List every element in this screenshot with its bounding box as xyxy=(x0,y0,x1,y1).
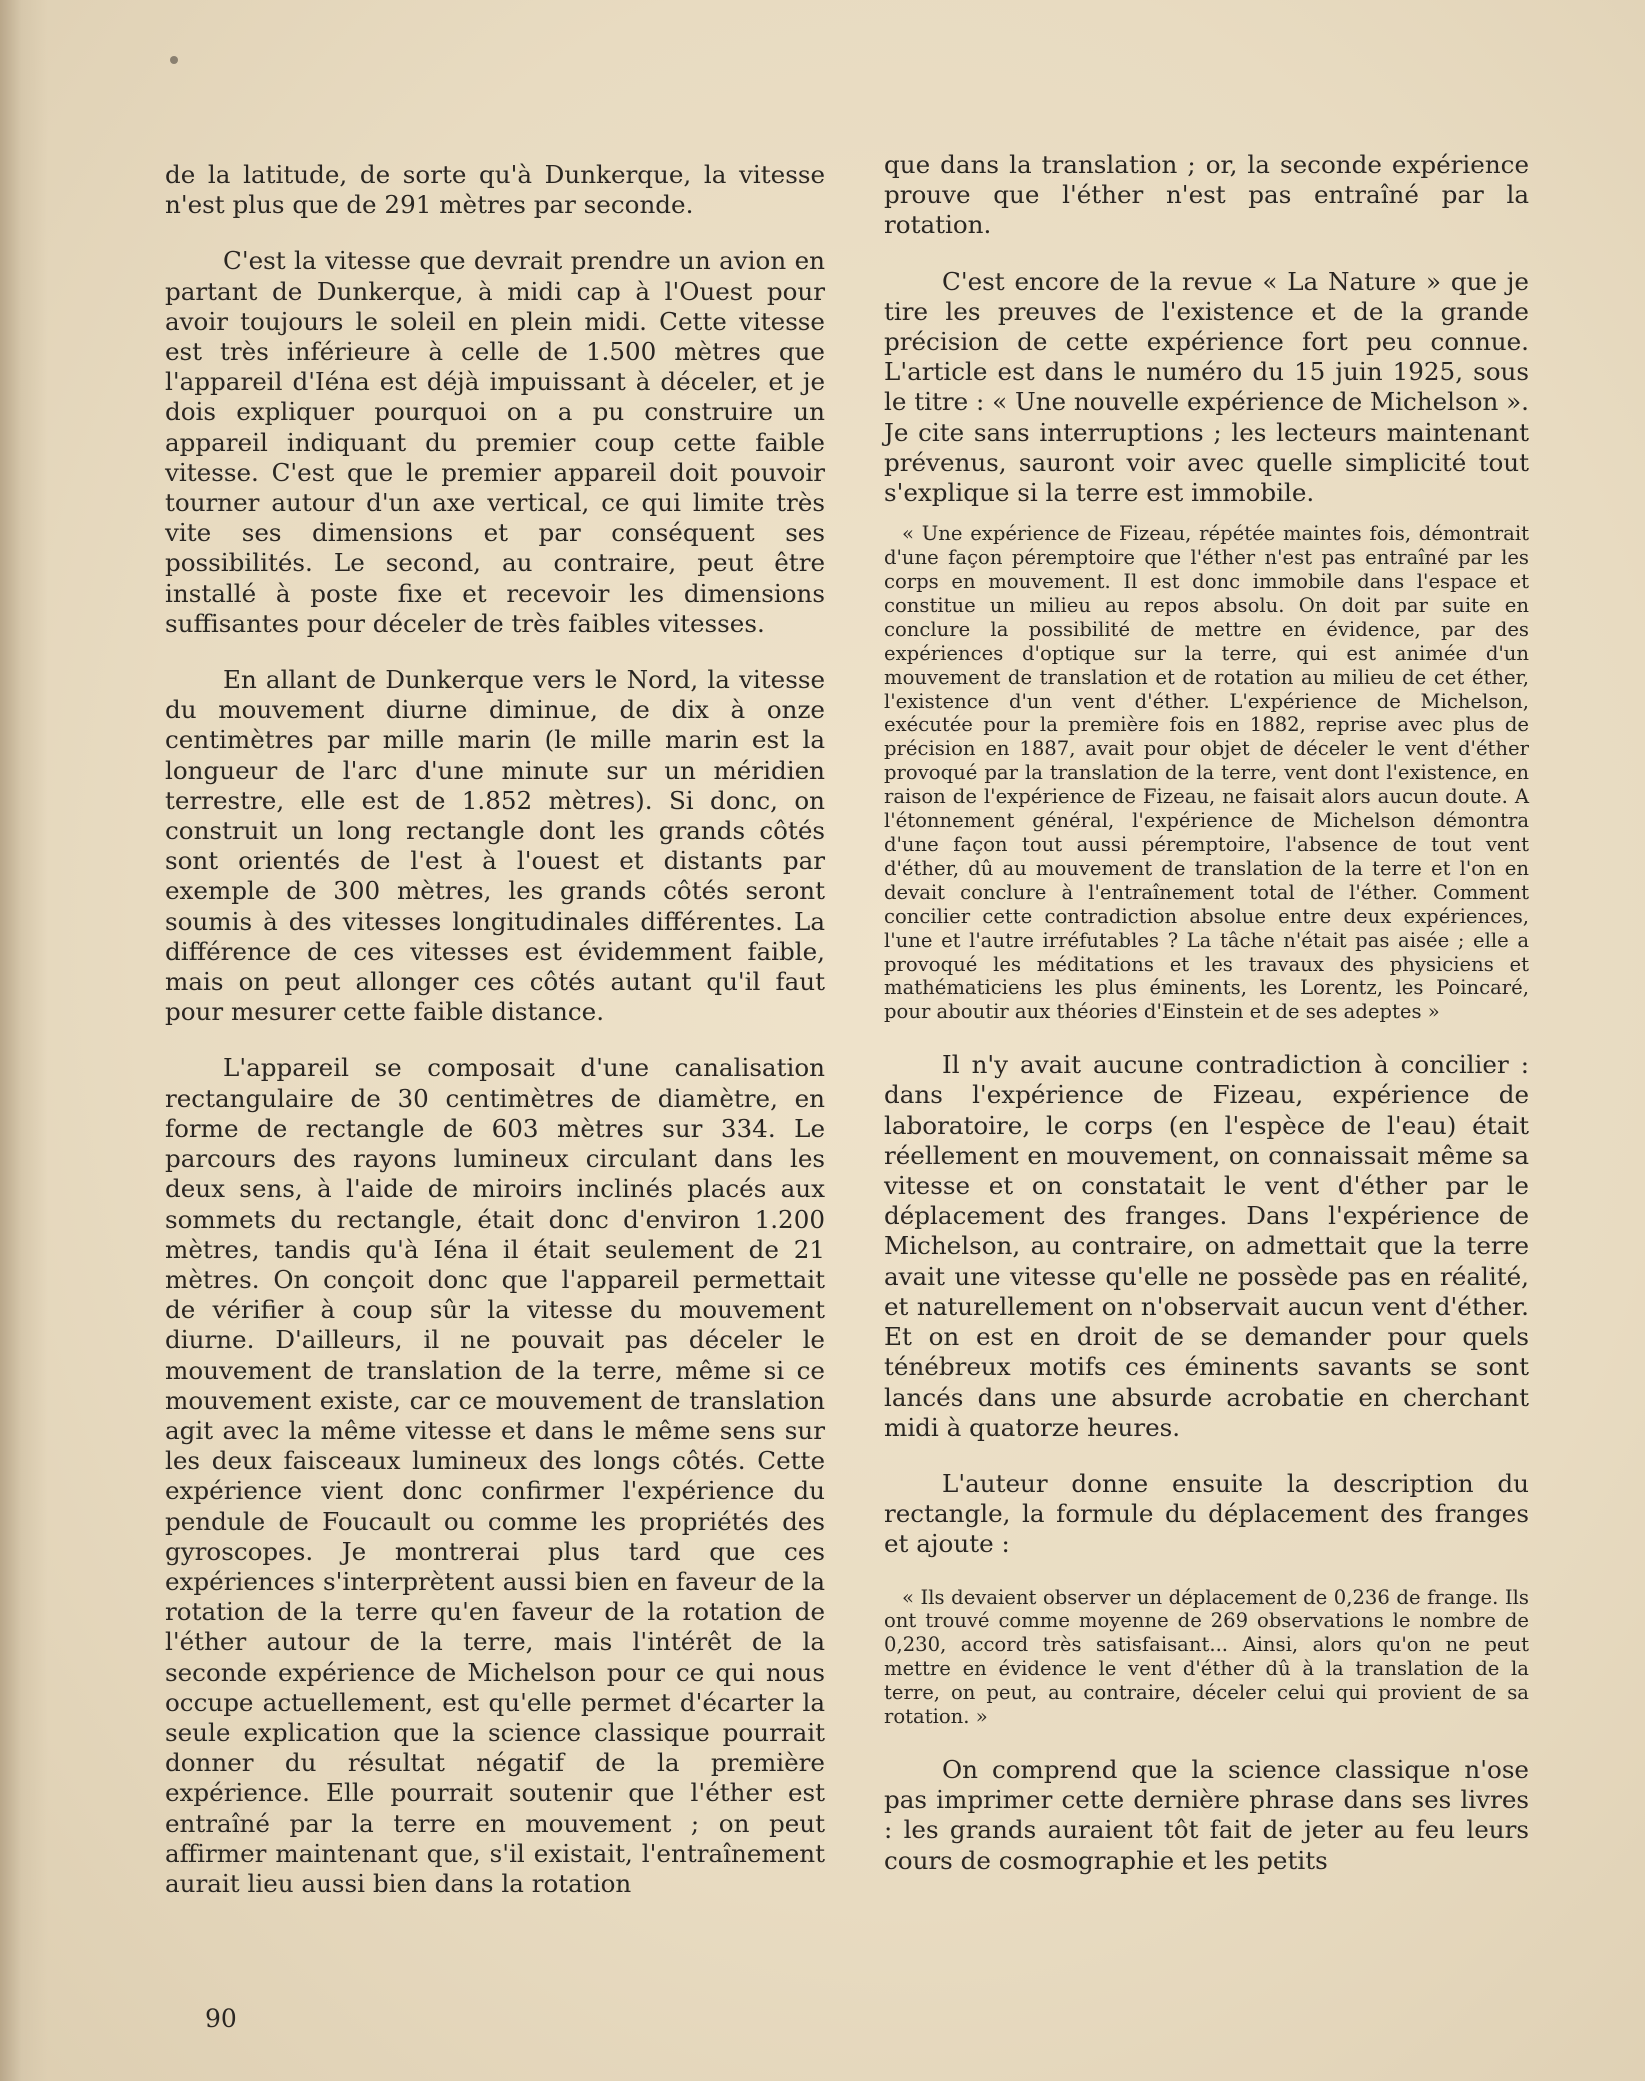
ink-speck xyxy=(170,56,178,64)
left-column xyxy=(165,160,825,1899)
page-number: 90 xyxy=(205,2004,237,2033)
right-paragraph-4: L'auteur donne ensuite la description du rectangle, la formule du déplacement des franges et ajoute : xyxy=(884,1468,1529,1559)
right-paragraph-1: que dans la translation ; or, la seconde expérience prouve que l'éther n'est pas entraîné par la rotation. xyxy=(884,150,1529,240)
left-paragraph-1: de la latitude, de sorte qu'à Dunkerque, la vitesse n'est plus que de 291 mètres par seconde. xyxy=(165,160,825,220)
right-paragraph-3: Il n'y avait aucune contradiction à concilier : dans l'expérience de Fizeau, expérience de laboratoire, le corps (en l'espèce de l'eau) était réellement en mouvement, on connaissait même sa vitesse et on constatait le vent d'éther par le déplacement des franges. Dans l'expérience de Michelson, au contraire, on admettait que la terre avait une vitesse qu'elle ne possède pas en réalité, et naturellement on n'observait aucun vent d'éther. Et on est en droit de se demander pour quels ténébreux motifs ces éminents savants se sont lancés dans une absurde acrobatie en cherchant midi à quatorze heures. xyxy=(884,1050,1529,1442)
binding-shadow xyxy=(0,0,48,2081)
right-column xyxy=(884,150,1529,1876)
left-paragraph-2: C'est la vitesse que devrait prendre un avion en partant de Dunkerque, à midi cap à l'Ouest pour avoir toujours le soleil en plein midi. Cette vitesse est très inférieure à celle de 1.500 mètres que l'appareil d'Iéna est déjà impuissant à déceler, et je dois expliquer pourquoi on a pu construire un appareil indiquant du premier coup cette faible vitesse. C'est que le premier appareil doit pouvoir tourner autour d'un axe vertical, ce qui limite très vite ses dimensions et par conséquent ses possibilités. Le second, au contraire, peut être installé à poste fixe et recevoir les dimensions suffisantes pour déceler de très faibles vitesses. xyxy=(165,246,825,638)
quotation-la-nature: « Une expérience de Fizeau, répétée maintes fois, démontrait d'une façon péremptoire que l'éther n'est pas entraîné par les corps en mouvement. Il est donc immobile dans l'espace et constitue un milieu au repos absolu. On doit par suite en conclure la possibilité de mettre en évidence, par des expériences d'optique sur la terre, qui est animée d'un mouvement de translation et de rotation au milieu de cet éther, l'existence d'un vent d'éther. L'expérience de Michelson, exécutée pour la première fois en 1882, reprise avec plus de précision en 1887, avait pour objet de déceler le vent d'éther provoqué par la translation de la terre, vent dont l'existence, en raison de l'expérience de Fizeau, ne faisait alors aucun doute. A l'étonnement général, l'expérience de Michelson démontra d'une façon tout aussi péremptoire, l'absence de tout vent d'éther, dû au mouvement de translation de la terre et l'on en devait conclure à l'entraînement total de l'éther. Comment concilier cette contradiction absolue entre deux expériences, l'une et l'autre irréfutables ? La tâche n'était pas aisée ; elle a provoqué les méditations et les travaux des physiciens et mathématiciens les plus éminents, les Lorentz, les Poincaré, pour aboutir aux théories d'Einstein et de ses adeptes » xyxy=(884,522,1529,1024)
right-paragraph-5: On comprend que la science classique n'ose pas imprimer cette dernière phrase dans ses livres : les grands auraient tôt fait de jeter au feu leurs cours de cosmographie et les petits xyxy=(884,1754,1529,1875)
right-paragraph-2: C'est encore de la revue « La Nature » que je tire les preuves de l'existence et de la grande précision de cette expérience fort peu connue. L'article est dans le numéro du 15 juin 1925, sous le titre : « Une nouvelle expérience de Michelson ». Je cite sans interruptions ; les lecteurs maintenant prévenus, sauront voir avec quelle simplicité tout s'explique si la terre est immobile. xyxy=(884,266,1529,508)
quotation-fringe-result: « Ils devaient observer un déplacement de 0,236 de frange. Ils ont trouvé comme moyenne de 269 observations le nombre de 0,230, accord très satisfaisant... Ainsi, alors qu'on ne peut mettre en évidence le vent d'éther dû à la translation de la terre, on peut, au contraire, déceler celui qui provient de sa rotation. » xyxy=(884,1585,1529,1729)
left-paragraph-3: En allant de Dunkerque vers le Nord, la vitesse du mouvement diurne diminue, de dix à onze centimètres par mille marin (le mille marin est la longueur de l'arc d'une minute sur un méridien terrestre, elle est de 1.852 mètres). Si donc, on construit un long rectangle dont les grands côtés sont orientés de l'est à l'ouest et distants par exemple de 300 mètres, les grands côtés seront soumis à des vitesses longitudinales différentes. La différence de ces vitesses est évidemment faible, mais on peut allonger ces côtés autant qu'il faut pour mesurer cette faible distance. xyxy=(165,665,825,1027)
left-paragraph-4: L'appareil se composait d'une canalisation rectangulaire de 30 centimètres de diamètre, en forme de rectangle de 603 mètres sur 334. Le parcours des rayons lumineux circulant dans les deux sens, à l'aide de miroirs inclinés placés aux sommets du rectangle, était donc d'environ 1.200 mètres, tandis qu'à Iéna il était seulement de 21 mètres. On conçoit donc que l'appareil permettait de vérifier à coup sûr la vitesse du mouvement diurne. D'ailleurs, il ne pouvait pas déceler le mouvement de translation de la terre, même si ce mouvement existe, car ce mouvement de translation agit avec la même vitesse et dans le même sens sur les deux faisceaux lumineux des longs côtés. Cette expérience vient donc confirmer l'expérience du pendule de Foucault ou comme les propriétés des gyroscopes. Je montrerai plus tard que ces expériences s'interprètent aussi bien en faveur de la rotation de la terre qu'en faveur de la rotation de l'éther autour de la terre, mais l'intérêt de la seconde expérience de Michelson pour ce qui nous occupe actuellement, est qu'elle permet d'écarter la seule explication que la science classique pourrait donner du résultat négatif de la première expérience. Elle pourrait soutenir que l'éther est entraîné par la terre en mouvement ; on peut affirmer maintenant que, s'il existait, l'entraînement aurait lieu aussi bien dans la rotation xyxy=(165,1053,825,1898)
